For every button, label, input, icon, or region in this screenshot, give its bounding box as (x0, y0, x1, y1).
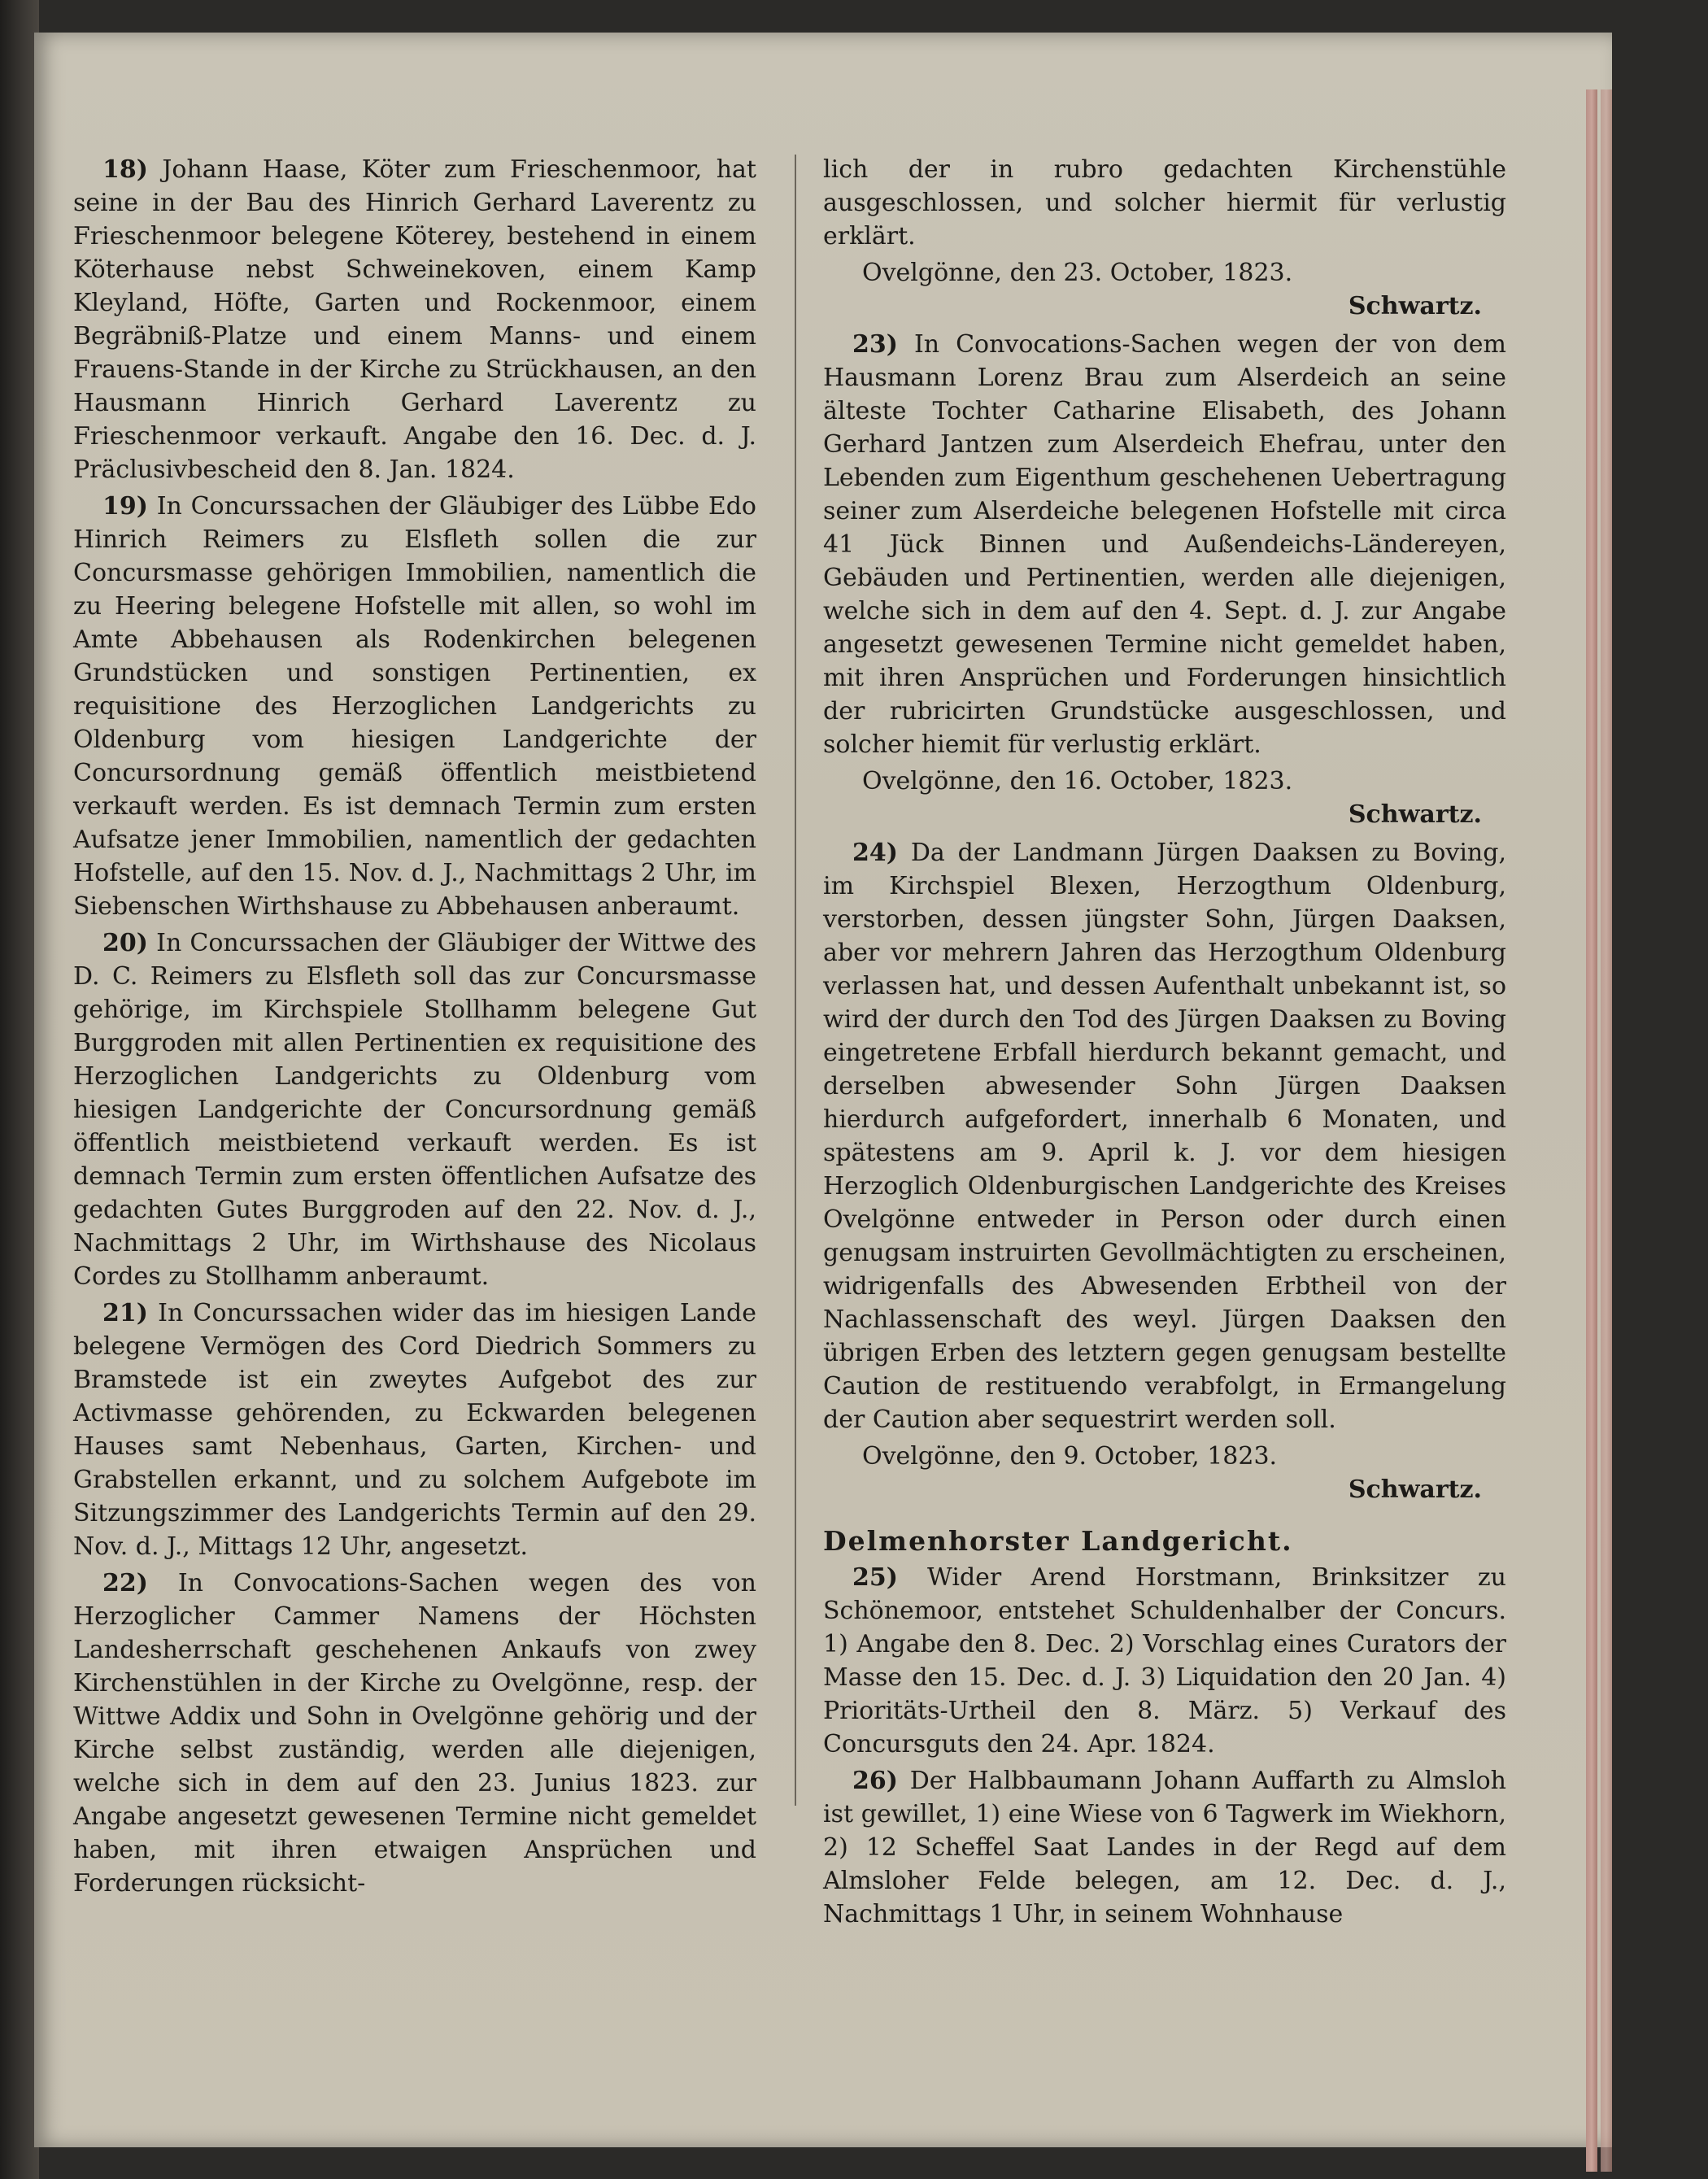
page-edge (1586, 89, 1597, 2172)
signature: Schwartz. (1348, 800, 1482, 829)
entry-text: In Convocations-Sachen wegen des von Herzoglicher Cammer Namens der Höchsten Landesherrschaft geschehenen Ankaufs von zwey Kirchenstühlen in der Kirche zu Ovelgönne, resp. der Wittwe Addix und Sohn in Ovelgönne gehörig und der Kirche selbst zuständig, werden alle diejenigen, welche sich in dem auf den 23. Junius 1823. zur Angabe angesetzt gewesenen Termine nicht gemeldet haben, mit ihren etwaigen Ansprüchen und Forderungen rücksicht- (73, 1569, 756, 1898)
entry-number: 20) (102, 929, 148, 957)
right-column (823, 153, 1506, 1934)
entry-text: Der Halbbaumann Johann Auffarth zu Almsloh ist gewillet, 1) eine Wiese von 6 Tagwerk im Wiekhorn, 2) 12 Scheffel Saat Landes in der Regd auf dem Almsloher Felde belegen, am 12. Dec. d. J., Nachmittags 1 Uhr, in seinem Wohnhause (823, 1767, 1507, 1928)
entry-number: 24) (852, 839, 898, 867)
entry-number: 23) (852, 330, 898, 359)
left-column (73, 153, 756, 1903)
column-divider (795, 155, 796, 1806)
entry-continuation: lich der in rubro gedachten Kirchenstühle ausgeschlossen, und solcher hiermit für verlustig erklärt. (823, 155, 1506, 251)
notice-entry (73, 1297, 756, 1563)
signature: Schwartz. (1348, 1475, 1482, 1504)
previous-page-edge (0, 0, 39, 2179)
notice-entry (823, 1764, 1506, 1931)
entry-number: 22) (102, 1569, 148, 1597)
entry-text: In Concurssachen der Gläubiger der Wittwe des D. C. Reimers zu Elsfleth soll das zur Concursmasse gehörige, im Kirchspiele Stollhamm belegene Gut Burggroden mit allen Pertinentien ex requisitione des Herzoglichen Landgerichts zu Oldenburg vom hiesigen Landgerichte der Concursordnung gemäß öffentlich meistbietend verkauft werden. Es ist demnach Termin zum ersten öffentlichen Aufsatze des gedachten Gutes Burggroden auf den 22. Nov. d. J., Nachmittags 2 Uhr, im Wirthshause des Nicolaus Cordes zu Stollhamm anberaumt. (73, 929, 756, 1291)
dateline: Ovelgönne, den 9. October, 1823. (862, 1442, 1278, 1471)
document-page (34, 33, 1612, 2147)
notice-entry (73, 1567, 756, 1900)
entry-text: Wider Arend Horstmann, Brinksitzer zu Schönemoor, entstehet Schuldenhalber der Concurs. 1) Angabe den 8. Dec. 2) Vorschlag eines Curators der Masse den 15. Dec. d. J. 3) Liquidation den 20 Jan. 4) Prioritäts-Urtheil den 8. März. 5) Verkauf des Concursguts den 24. Apr. 1824. (823, 1563, 1506, 1758)
entry-number: 21) (102, 1299, 148, 1327)
entry-text: Johann Haase, Köter zum Frieschenmoor, hat seine in der Bau des Hinrich Gerhard Laverentz zu Frieschenmoor belegene Köterey, bestehend in einem Köterhause nebst Schweinekoven, einem Kamp Kleyland, Höfte, Garten und Rockenmoor, einem Begräbniß-Platze und einem Manns- und einem Frauens-Stande in der Kirche zu Strückhausen, an den Hausmann Hinrich Gerhard Laverentz zu Frieschenmoor verkauft. Angabe den 16. Dec. d. J. Präclusivbescheid den 8. Jan. 1824. (73, 155, 756, 484)
entry-text: In Convocations-Sachen wegen der von dem Hausmann Lorenz Brau zum Alserdeich an seine älteste Tochter Catharine Elisabeth, des Johann Gerhard Jantzen zum Alserdeich Ehefrau, unter den Lebenden zum Eigenthum geschehenen Uebertragung seiner zum Alserdeiche belegenen Hofstelle mit circa 41 Jück Binnen und Außendeichs-Ländereyen, Gebäuden und Pertinentien, werden alle diejenigen, welche sich in dem auf den 4. Sept. d. J. zur Angabe angesetzt gewesenen Termine nicht gemeldet haben, mit ihren Ansprüchen und Forderungen hinsichtlich der rubricirten Grundstücke ausgeschlossen, und solcher hiemit für verlustig erklärt. (823, 330, 1506, 759)
signature: Schwartz. (1348, 292, 1482, 320)
entry-number: 26) (852, 1767, 898, 1795)
dateline: Ovelgönne, den 23. October, 1823. (862, 259, 1293, 287)
notice-entry (73, 926, 756, 1293)
notice-entry (823, 328, 1506, 761)
page-edge (1601, 89, 1612, 2172)
section-heading: Delmenhorster Landgericht. (823, 1525, 1293, 1557)
entry-number: 19) (102, 492, 148, 521)
entry-number: 18) (102, 155, 148, 184)
entry-number: 25) (852, 1563, 898, 1592)
notice-entry (823, 836, 1506, 1436)
notice-entry (823, 1561, 1506, 1761)
notice-entry (73, 490, 756, 923)
entry-text: In Concurssachen wider das im hiesigen Lande belegene Vermögen des Cord Diedrich Sommers zu Bramstede ist ein zweytes Aufgebot des zur Activmasse gehörenden, zu Eckwarden belegenen Hauses samt Nebenhaus, Garten, Kirchen- und Grabstellen erkannt, und zu solchem Aufgebote im Sitzungszimmer des Landgerichts Termin auf den 29. Nov. d. J., Mittags 12 Uhr, angesetzt. (73, 1299, 756, 1561)
entry-text: Da der Landmann Jürgen Daaksen zu Boving, im Kirchspiel Blexen, Herzogthum Oldenburg, verstorben, dessen jüngster Sohn, Jürgen Daaksen, aber vor mehrern Jahren das Herzogthum Oldenburg verlassen hat, und dessen Aufenthalt unbekannt ist, so wird der durch den Tod des Jürgen Daaksen zu Boving eingetretene Erbfall hierdurch bekannt gemacht, und derselben abwesender Sohn Jürgen Daaksen hierdurch aufgefordert, innerhalb 6 Monaten, und spätestens am 9. April k. J. vor dem hiesigen Herzoglich Oldenburgischen Landgerichte des Kreises Ovelgönne entweder in Person oder durch einen genugsam instruirten Gevollmächtigten zu erscheinen, widrigenfalls des Abwesenden Erbtheil von der Nachlassenschaft des weyl. Jürgen Daaksen den übrigen Erben des letztern gegen genugsam bestellte Caution de restituendo verabfolgt, in Ermangelung der Caution aber sequestrirt werden soll. (823, 839, 1506, 1434)
notice-entry (73, 153, 756, 486)
dateline: Ovelgönne, den 16. October, 1823. (862, 767, 1293, 795)
entry-text: In Concurssachen der Gläubiger des Lübbe Edo Hinrich Reimers zu Elsfleth sollen die zur Concursmasse gehörigen Immobilien, namentlich die zu Heering belegene Hofstelle mit allen, so wohl im Amte Abbehausen als Rodenkirchen belegenen Grundstücken und sonstigen Pertinentien, ex requisitione des Herzoglichen Landgerichts zu Oldenburg vom hiesigen Landgerichte der Concursordnung gemäß öffentlich meistbietend verkauft werden. Es ist demnach Termin zum ersten Aufsatze jener Immobilien, namentlich der gedachten Hofstelle, auf den 15. Nov. d. J., Nachmittags 2 Uhr, im Siebenschen Wirthshause zu Abbehausen anberaumt. (73, 492, 756, 921)
